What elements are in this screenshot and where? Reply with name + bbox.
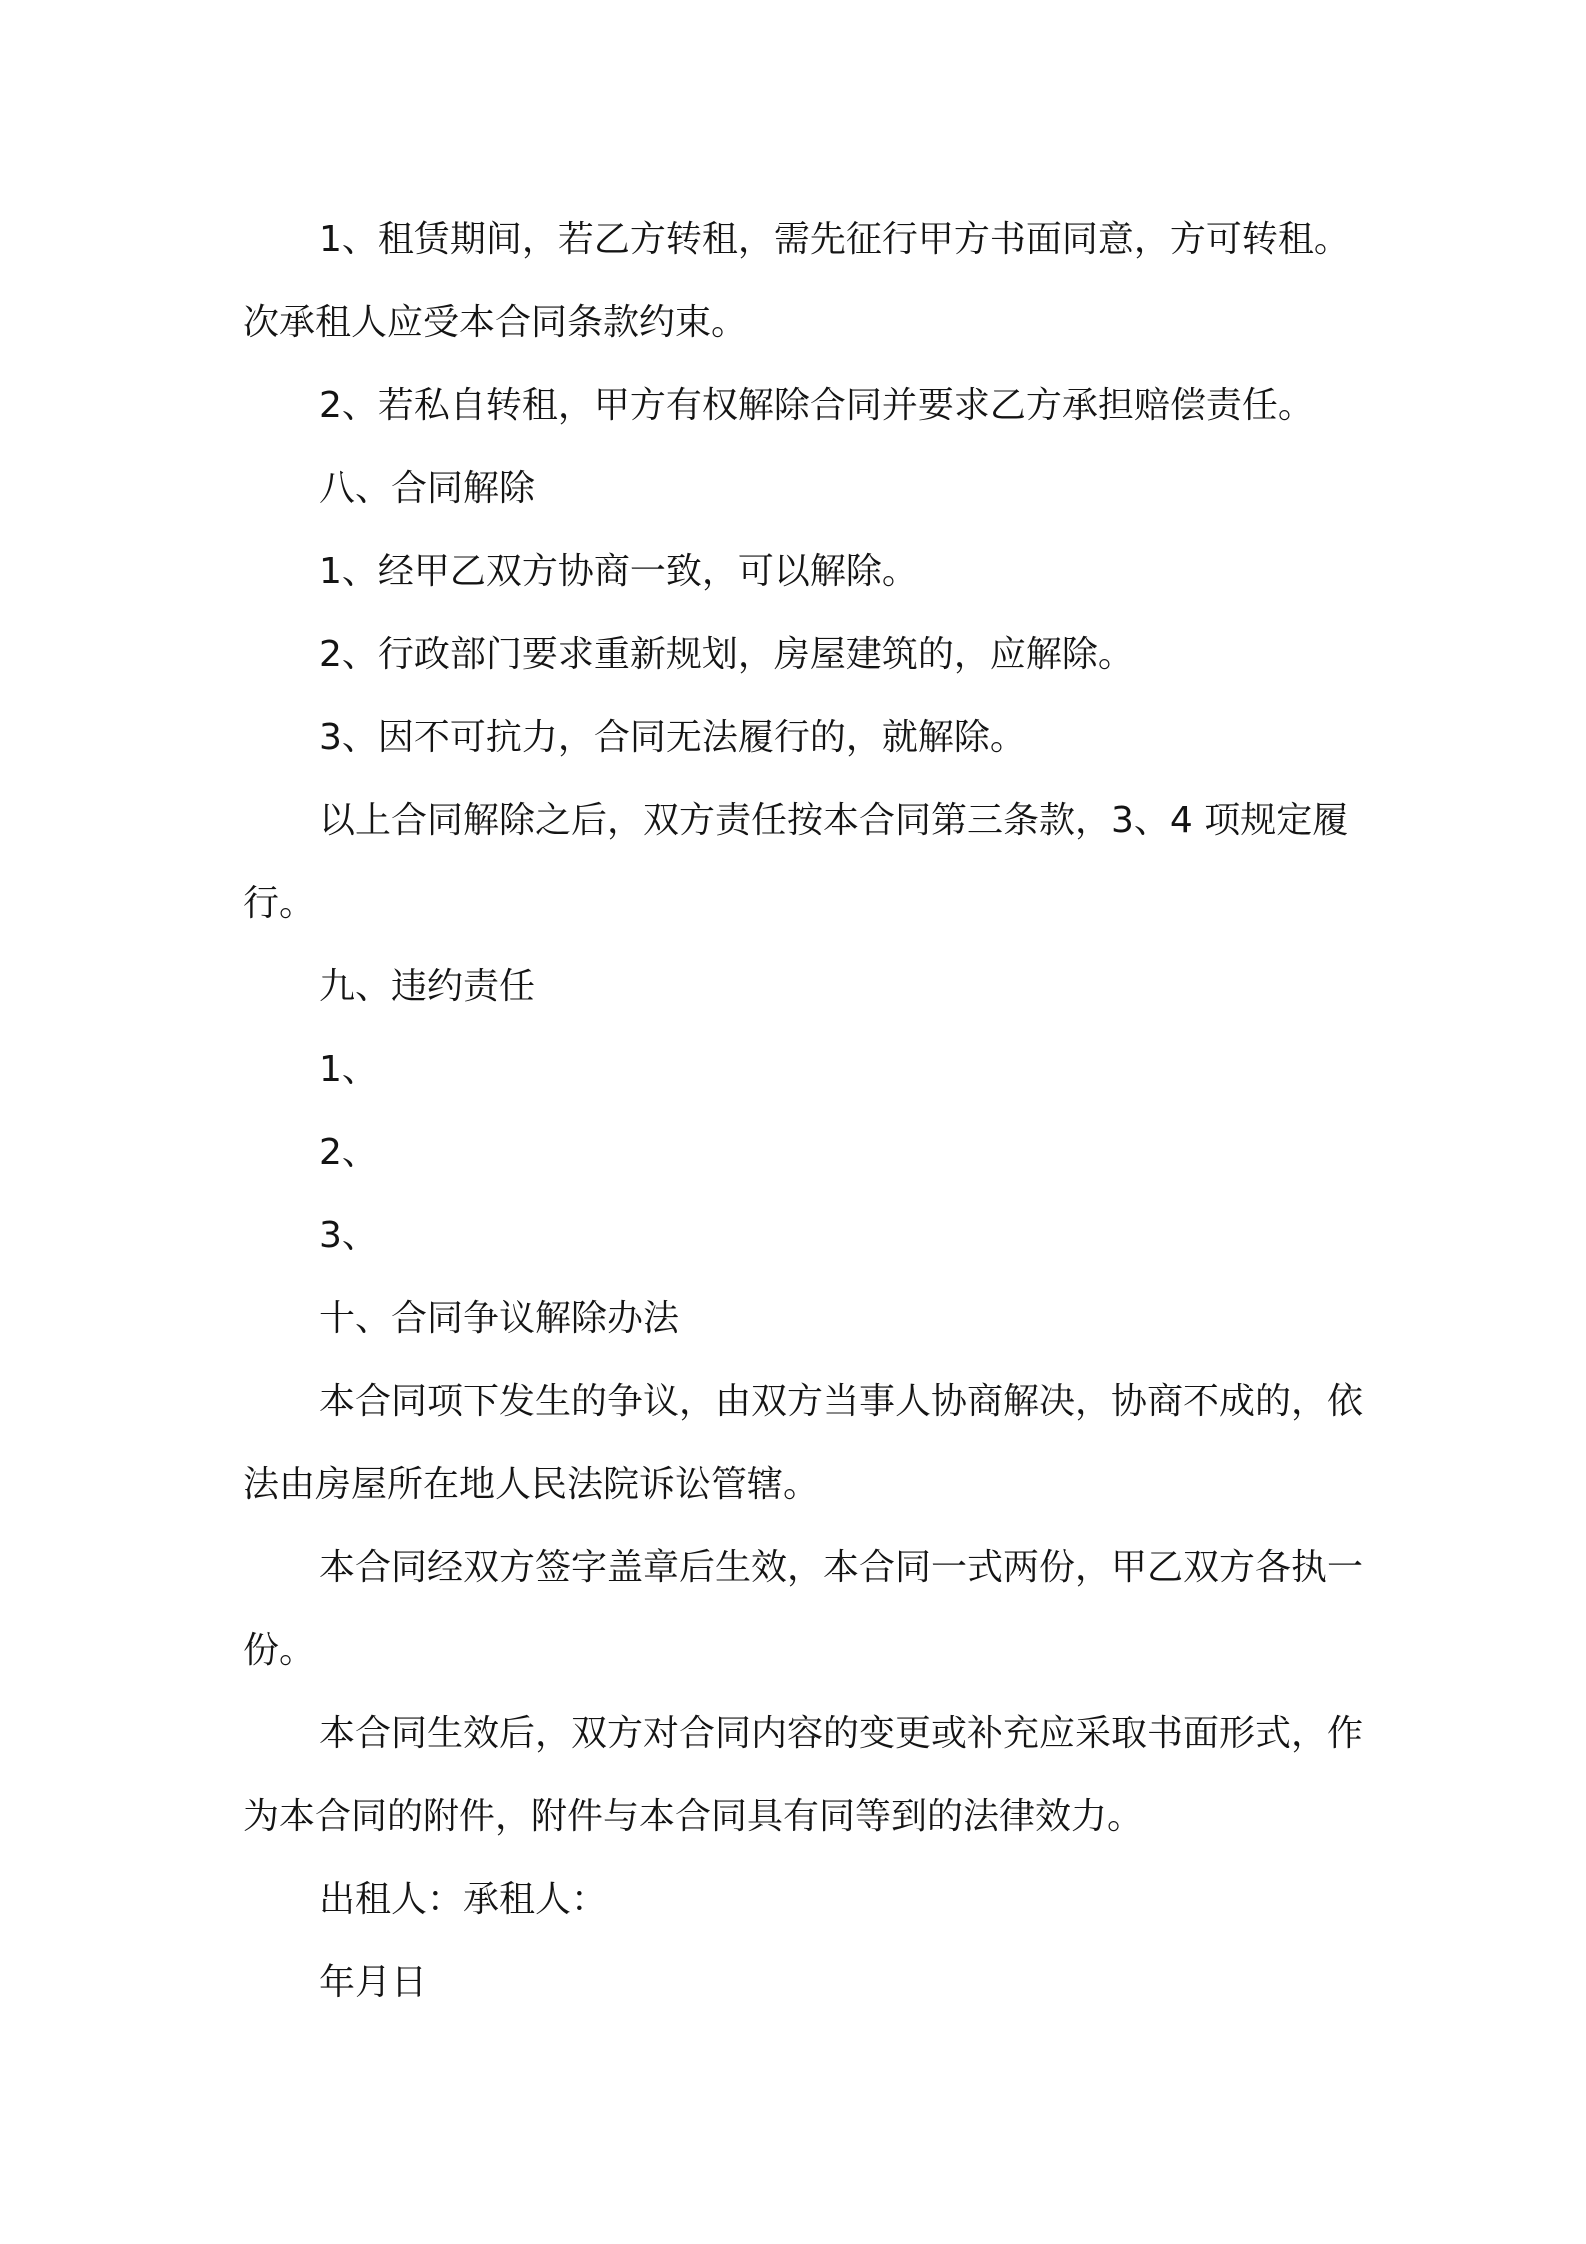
clause-dispute-resolution: 本合同项下发生的争议，由双方当事人协商解决，协商不成的，依法由房屋所在地人民法院诉讼管辖。: [243, 1381, 1364, 1505]
clause-termination-planning: 2、行政部门要求重新规划，房屋建筑的，应解除。: [319, 634, 1134, 675]
breach-item-2: 2、: [319, 1132, 378, 1173]
section-heading-breach: 九、违约责任: [319, 966, 536, 1007]
breach-item-3: 3、: [319, 1215, 378, 1256]
signature-line: 出租人：承租人：: [319, 1879, 608, 1920]
clause-termination-force-majeure: 3、因不可抗力，合同无法履行的，就解除。: [319, 717, 1026, 758]
clause-sublease-consent: 1、租赁期间，若乙方转租，需先征行甲方书面同意，方可转租。次承租人应受本合同条款约束。: [243, 219, 1350, 343]
breach-item-1: 1、: [319, 1049, 378, 1090]
date-line: 年月日: [319, 1962, 428, 2003]
clause-sublease-penalty: 2、若私自转租，甲方有权解除合同并要求乙方承担赔偿责任。: [319, 385, 1314, 426]
clause-amendments: 本合同生效后，双方对合同内容的变更或补充应采取书面形式，作为本合同的附件，附件与本合同具有同等到的法律效力。: [243, 1713, 1364, 1837]
contract-body: [243, 198, 1373, 2024]
section-heading-dispute: 十、合同争议解除办法: [319, 1298, 680, 1339]
clause-termination-responsibility: 以上合同解除之后，双方责任按本合同第三条款，3、4 项规定履行。: [243, 800, 1349, 924]
clause-effectiveness: 本合同经双方签字盖章后生效，本合同一式两份，甲乙双方各执一份。: [243, 1547, 1364, 1671]
section-heading-termination: 八、合同解除: [319, 468, 536, 509]
clause-termination-mutual: 1、经甲乙双方协商一致，可以解除。: [319, 551, 918, 592]
